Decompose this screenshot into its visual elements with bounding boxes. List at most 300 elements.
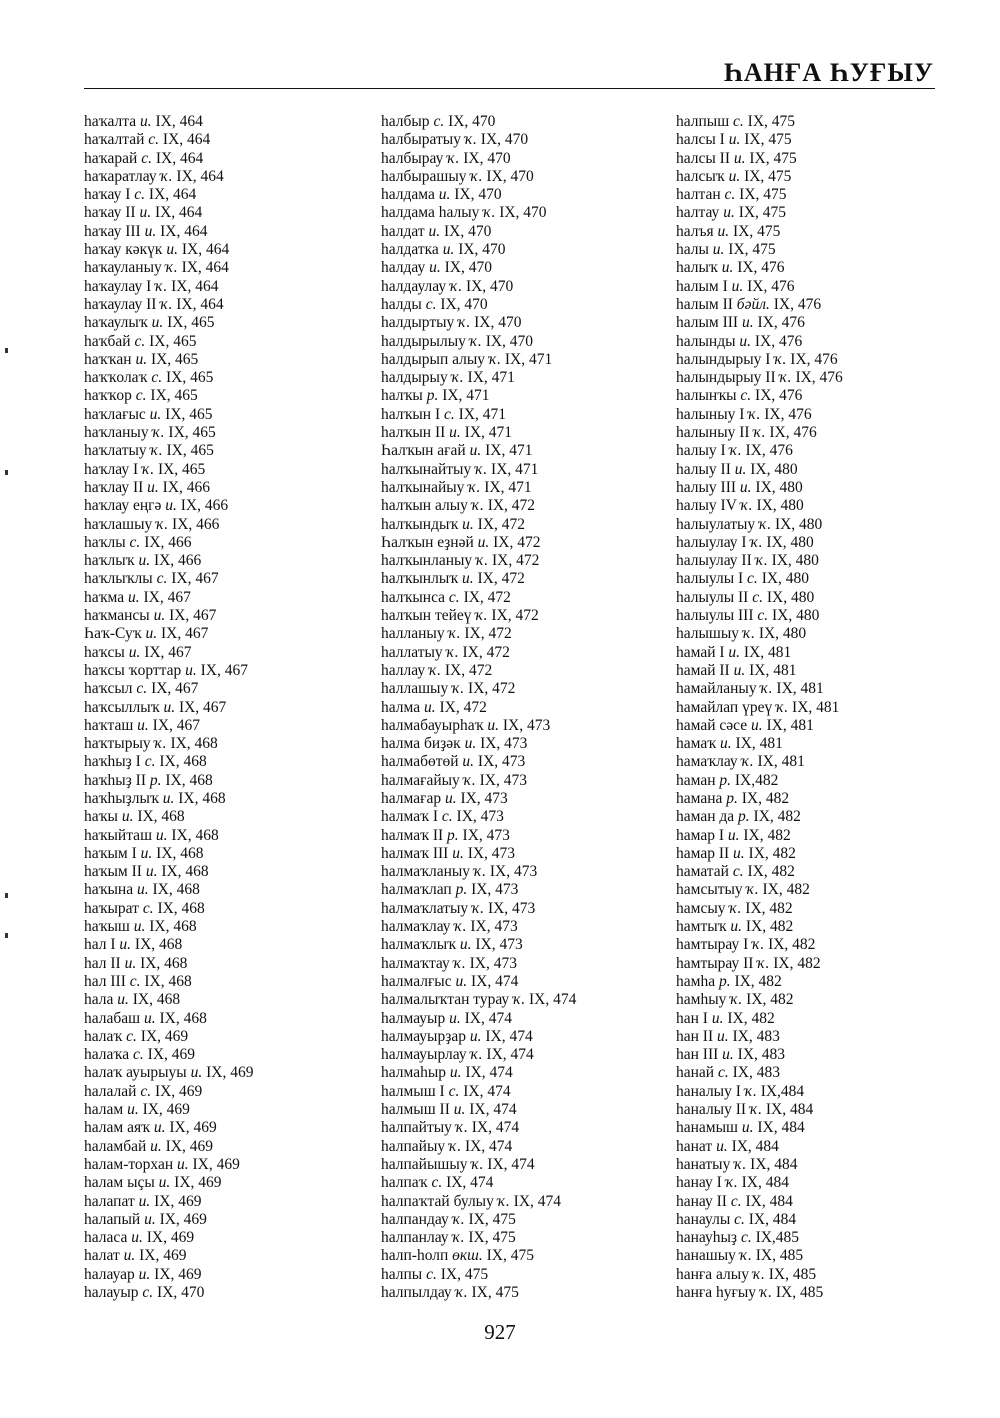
index-entry bbox=[676, 827, 966, 845]
entry-pos-abbr: с. bbox=[747, 570, 758, 588]
entry-pos-abbr: и. bbox=[177, 1155, 189, 1173]
index-entry bbox=[84, 150, 354, 168]
entry-pos-abbr: ҡ. bbox=[451, 369, 464, 387]
entry-pos-abbr: с. bbox=[144, 753, 156, 771]
entry-page-ref: IX, 485 bbox=[768, 1265, 817, 1283]
index-entry bbox=[676, 113, 966, 131]
index-entry bbox=[84, 607, 354, 625]
entry-page-ref: IX, 482 bbox=[745, 918, 794, 936]
entry-page-ref: IX, 466 bbox=[172, 515, 220, 533]
index-entry bbox=[84, 863, 354, 881]
index-entry bbox=[676, 241, 966, 259]
index-entry bbox=[381, 442, 671, 460]
entry-headword: һаҡҡолаҡ bbox=[84, 369, 148, 387]
entry-pos-abbr: и. bbox=[117, 991, 129, 1009]
index-entry bbox=[84, 534, 354, 552]
entry-headword: һаман bbox=[676, 771, 716, 789]
entry-page-ref: IX, 482 bbox=[743, 826, 791, 844]
entry-pos-abbr: и. bbox=[712, 241, 725, 259]
entry-headword: һаҡлашыу bbox=[84, 515, 153, 533]
entry-headword: һалам-торхан bbox=[84, 1155, 174, 1173]
entry-headword: һалмаҡтау bbox=[381, 954, 450, 972]
entry-page-ref: IX, 469 bbox=[146, 1229, 195, 1247]
entry-pos-abbr: ҡ. bbox=[475, 607, 488, 625]
entry-page-ref: IX, 480 bbox=[766, 588, 815, 606]
index-entry bbox=[84, 278, 354, 296]
entry-page-ref: IX, 475 bbox=[486, 1247, 534, 1265]
entry-pos-abbr: и. bbox=[150, 1137, 162, 1155]
index-entry bbox=[676, 1211, 966, 1229]
entry-page-ref: IX, 474 bbox=[471, 1119, 520, 1137]
entry-headword: һалам bbox=[84, 1101, 124, 1119]
entry-headword: һалым III bbox=[676, 314, 739, 332]
entry-headword: һамсытыу bbox=[676, 881, 743, 899]
entry-pos-abbr: ҡ. bbox=[753, 424, 766, 442]
entry-headword: һаҡау III bbox=[84, 222, 141, 240]
entry-pos-abbr: ҡ. bbox=[154, 735, 167, 753]
entry-page-ref: IX, 465 bbox=[150, 387, 198, 405]
entry-page-ref: IX, 468 bbox=[165, 771, 213, 789]
entry-page-ref: IX, 468 bbox=[156, 844, 204, 862]
entry-page-ref: IX,484 bbox=[760, 1082, 805, 1100]
entry-page-ref: IX, 482 bbox=[741, 789, 790, 807]
index-entry bbox=[381, 387, 671, 405]
entry-pos-abbr: ҡ. bbox=[468, 478, 481, 496]
entry-headword: һаналыу II bbox=[676, 1101, 747, 1119]
entry-page-ref: IX, 469 bbox=[159, 1210, 207, 1228]
entry-headword: һалдама һалыу bbox=[381, 204, 480, 222]
entry-page-ref: IX, 476 bbox=[745, 442, 793, 460]
entry-page-ref: IX, 474 bbox=[463, 1082, 511, 1100]
entry-headword: һаласа bbox=[84, 1229, 128, 1247]
entry-headword: һаллатыу bbox=[381, 643, 443, 661]
index-entry bbox=[676, 516, 966, 534]
entry-pos-abbr: ҡ. bbox=[463, 771, 476, 789]
entry-pos-abbr: ҡ. bbox=[449, 1137, 462, 1155]
index-entry bbox=[676, 406, 966, 424]
entry-headword: һалпайышыу bbox=[381, 1155, 468, 1173]
entry-headword: һалпаҡтай булыу bbox=[381, 1192, 494, 1210]
index-entry bbox=[676, 1156, 966, 1174]
index-entry bbox=[381, 1193, 671, 1211]
index-entry bbox=[84, 1266, 354, 1284]
entry-page-ref: IX,482 bbox=[734, 771, 779, 789]
entry-pos-abbr: ҡ. bbox=[729, 899, 742, 917]
entry-headword: һалҡын тейеү bbox=[381, 607, 472, 625]
entry-headword: һанға һуғыу bbox=[676, 1284, 757, 1301]
entry-pos-abbr: и. bbox=[158, 1174, 171, 1192]
entry-headword: һалалай bbox=[84, 1082, 137, 1100]
entry-pos-abbr: и. bbox=[438, 186, 451, 204]
entry-page-ref: IX, 464 bbox=[181, 241, 230, 259]
entry-page-ref: IX, 470 bbox=[486, 167, 534, 185]
entry-pos-abbr: ҡ. bbox=[155, 277, 168, 295]
index-entry bbox=[381, 1119, 671, 1137]
entry-pos-abbr: и. bbox=[722, 1046, 734, 1064]
entry-pos-abbr: и. bbox=[429, 259, 441, 277]
entry-headword: һаҡалта bbox=[84, 113, 137, 130]
entry-headword: һалланыу bbox=[381, 625, 445, 643]
entry-page-ref: IX, 468 bbox=[149, 918, 197, 936]
entry-headword: һалдырып алыу bbox=[381, 350, 486, 368]
entry-pos-abbr: р. bbox=[426, 387, 439, 405]
entry-page-ref: IX, 466 bbox=[180, 497, 229, 515]
entry-headword: һаллашыу bbox=[381, 680, 449, 698]
index-entry bbox=[84, 717, 354, 735]
entry-page-ref: IX, 472 bbox=[462, 643, 510, 661]
entry-pos-abbr: и. bbox=[728, 167, 741, 185]
entry-page-ref: IX, 482 bbox=[727, 1009, 775, 1027]
entry-page-ref: IX, 474 bbox=[465, 1064, 513, 1082]
entry-pos-abbr: өкш. bbox=[452, 1247, 483, 1265]
entry-headword: һанға алыу bbox=[676, 1265, 749, 1283]
entry-pos-abbr: и. bbox=[733, 844, 745, 862]
entry-headword: һалҡынса bbox=[381, 588, 446, 606]
entry-pos-abbr: и. bbox=[459, 936, 472, 954]
index-entry bbox=[676, 570, 966, 588]
entry-pos-abbr: ҡ. bbox=[452, 1210, 465, 1228]
index-entry bbox=[381, 223, 671, 241]
entry-headword: һалынды bbox=[676, 332, 736, 350]
index-entry bbox=[84, 204, 354, 222]
index-entry bbox=[84, 570, 354, 588]
entry-headword: һалыныу I bbox=[676, 405, 745, 423]
entry-page-ref: IX, 475 bbox=[733, 222, 781, 240]
entry-page-ref: IX, 465 bbox=[167, 314, 215, 332]
entry-pos-abbr: и. bbox=[721, 259, 734, 277]
entry-page-ref: IX, 470 bbox=[499, 204, 547, 222]
entry-headword: һанау I bbox=[676, 1174, 722, 1192]
entry-headword: һалдат bbox=[381, 222, 425, 240]
index-entry bbox=[381, 790, 671, 808]
index-entry bbox=[676, 351, 966, 369]
entry-headword: һамана bbox=[676, 789, 723, 807]
entry-page-ref: IX, 468 bbox=[152, 881, 200, 899]
entry-headword: һалҡын I bbox=[381, 405, 441, 423]
entry-pos-abbr: ҡ. bbox=[455, 1284, 468, 1301]
entry-pos-abbr: ҡ. bbox=[755, 552, 768, 570]
entry-pos-abbr: с. bbox=[142, 899, 154, 917]
index-entry bbox=[84, 662, 354, 680]
index-entry bbox=[84, 113, 354, 131]
index-entry bbox=[381, 259, 671, 277]
entry-pos-abbr: и. bbox=[128, 643, 141, 661]
entry-pos-abbr: и. bbox=[137, 716, 149, 734]
entry-headword: һаллау bbox=[381, 661, 426, 679]
entry-page-ref: IX, 469 bbox=[154, 1082, 203, 1100]
index-entry bbox=[676, 1284, 966, 1302]
entry-pos-abbr: р. bbox=[447, 826, 459, 844]
index-entry bbox=[676, 1101, 966, 1119]
entry-pos-abbr: ҡ. bbox=[750, 533, 763, 551]
entry-headword: һаҡым I bbox=[84, 844, 137, 862]
entry-pos-abbr: и. bbox=[163, 698, 176, 716]
entry-pos-abbr: с. bbox=[433, 113, 445, 130]
entry-pos-abbr: и. bbox=[730, 918, 743, 936]
entry-headword: һалҡы bbox=[381, 387, 423, 405]
index-entry bbox=[84, 314, 354, 332]
entry-pos-abbr: р. bbox=[149, 771, 162, 789]
entry-headword: һалыу IV bbox=[676, 497, 737, 515]
entry-headword: һалдырыу bbox=[381, 369, 448, 387]
entry-page-ref: IX, 482 bbox=[768, 936, 816, 954]
entry-pos-abbr: с. bbox=[444, 405, 455, 423]
entry-page-ref: IX, 467 bbox=[160, 625, 209, 643]
entry-headword: һамар II bbox=[676, 844, 730, 862]
entry-headword: һаҡау I bbox=[84, 186, 131, 204]
entry-headword: һаҡау кәкүк bbox=[84, 241, 163, 259]
entry-page-ref: IX, 469 bbox=[140, 1027, 189, 1045]
entry-page-ref: IX, 467 bbox=[151, 680, 199, 698]
entry-page-ref: IX, 468 bbox=[171, 826, 219, 844]
entry-page-ref: IX, 473 bbox=[489, 863, 538, 881]
entry-pos-abbr: ҡ. bbox=[752, 936, 765, 954]
entry-headword: һалпылдау bbox=[381, 1284, 452, 1301]
entry-pos-abbr: р. bbox=[718, 972, 731, 990]
entry-headword: һалмаҡланыу bbox=[381, 863, 471, 881]
entry-headword: һалдыртыу bbox=[381, 314, 455, 332]
entry-page-ref: IX, 468 bbox=[140, 954, 188, 972]
entry-headword: һалыулы III bbox=[676, 607, 754, 625]
entry-page-ref: IX, 481 bbox=[792, 698, 840, 716]
entry-headword: һамайланыу bbox=[676, 680, 757, 698]
entry-headword: һалыулау II bbox=[676, 552, 752, 570]
index-entry bbox=[381, 186, 671, 204]
entry-pos-abbr: ҡ. bbox=[160, 167, 173, 185]
index-entry bbox=[381, 1028, 671, 1046]
entry-headword: һан III bbox=[676, 1046, 719, 1064]
entry-pos-abbr: ҡ. bbox=[458, 314, 471, 332]
index-entry bbox=[381, 534, 671, 552]
entry-pos-abbr: ҡ. bbox=[730, 991, 743, 1009]
entry-page-ref: IX, 464 bbox=[176, 295, 224, 313]
entry-headword: һаҡтырыу bbox=[84, 735, 151, 753]
entry-pos-abbr: с. bbox=[752, 588, 763, 606]
entry-headword: һалым II bbox=[676, 295, 733, 313]
index-entry bbox=[381, 827, 671, 845]
page-header-title: ҺАНҒА ҺУҒЫУ bbox=[723, 58, 934, 87]
entry-page-ref: IX, 466 bbox=[162, 478, 211, 496]
entry-page-ref: IX, 474 bbox=[485, 1027, 533, 1045]
entry-pos-abbr: с. bbox=[426, 1265, 437, 1283]
index-entry bbox=[676, 1138, 966, 1156]
entry-page-ref: IX, 469 bbox=[139, 1247, 187, 1265]
entry-page-ref: IX, 484 bbox=[757, 1119, 805, 1137]
entry-page-ref: IX, 482 bbox=[753, 808, 801, 826]
index-entry bbox=[676, 881, 966, 899]
entry-page-ref: IX, 468 bbox=[137, 808, 185, 826]
entry-pos-abbr: и. bbox=[717, 222, 730, 240]
entry-headword: һалды bbox=[381, 295, 422, 313]
index-entry bbox=[84, 1083, 354, 1101]
entry-pos-abbr: и. bbox=[711, 1009, 724, 1027]
entry-page-ref: IX, 469 bbox=[154, 1192, 202, 1210]
entry-headword: һаҡсыллыҡ bbox=[84, 698, 160, 716]
entry-page-ref: IX, 475 bbox=[744, 167, 792, 185]
index-entry bbox=[84, 790, 354, 808]
entry-headword: һалыу II bbox=[676, 460, 731, 478]
index-entry bbox=[381, 918, 671, 936]
entry-pos-abbr: ҡ. bbox=[464, 131, 477, 149]
index-entry bbox=[381, 406, 671, 424]
entry-headword: һаҡауланыу bbox=[84, 259, 162, 277]
entry-headword: һалбыр bbox=[381, 113, 430, 130]
index-entry bbox=[676, 387, 966, 405]
entry-pos-abbr: ҡ. bbox=[483, 204, 496, 222]
entry-pos-abbr: и. bbox=[428, 222, 441, 240]
index-entry bbox=[676, 131, 966, 149]
entry-headword: һалҡын алыу bbox=[381, 497, 468, 515]
index-entry bbox=[381, 333, 671, 351]
entry-page-ref: IX, 464 bbox=[171, 277, 219, 295]
entry-pos-abbr: и. bbox=[121, 808, 134, 826]
index-entry bbox=[676, 223, 966, 241]
index-entry bbox=[381, 1211, 671, 1229]
index-entry bbox=[84, 644, 354, 662]
entry-page-ref: IX, 480 bbox=[774, 515, 823, 533]
entry-page-ref: IX, 472 bbox=[463, 588, 511, 606]
entry-headword: һаҡлатыу bbox=[84, 442, 147, 460]
entry-headword: һалбыратыу bbox=[381, 131, 461, 149]
index-entry bbox=[676, 607, 966, 625]
entry-pos-abbr: ҡ. bbox=[779, 369, 792, 387]
entry-page-ref: IX, 469 bbox=[142, 1101, 190, 1119]
entry-pos-abbr: с. bbox=[448, 1082, 460, 1100]
entry-headword: һалыу I bbox=[676, 442, 726, 460]
entry-pos-abbr: ҡ. bbox=[739, 1247, 752, 1265]
entry-headword: һаламбай bbox=[84, 1137, 147, 1155]
entry-pos-abbr: ҡ. bbox=[475, 460, 488, 478]
entry-page-ref: IX, 472 bbox=[477, 515, 526, 533]
entry-pos-abbr: с. bbox=[730, 1192, 742, 1210]
entry-pos-abbr: с. bbox=[134, 186, 146, 204]
entry-headword: һаҡма bbox=[84, 588, 125, 606]
entry-pos-abbr: и. bbox=[449, 1009, 461, 1027]
index-entry bbox=[676, 991, 966, 1009]
entry-pos-abbr: ҡ. bbox=[760, 680, 773, 698]
entry-pos-abbr: ҡ. bbox=[448, 625, 461, 643]
entry-pos-abbr: ҡ. bbox=[746, 881, 759, 899]
entry-page-ref: IX, 485 bbox=[775, 1284, 824, 1301]
entry-headword: һалы bbox=[676, 241, 709, 259]
index-entry bbox=[84, 1101, 354, 1119]
entry-page-ref: IX, 470 bbox=[440, 295, 488, 313]
index-entry bbox=[381, 1284, 671, 1302]
entry-headword: һаҡарай bbox=[84, 149, 138, 167]
index-entry bbox=[381, 625, 671, 643]
index-entry bbox=[381, 131, 671, 149]
index-entry bbox=[381, 680, 671, 698]
entry-page-ref: IX, 472 bbox=[491, 552, 540, 570]
entry-page-ref: IX, 464 bbox=[160, 222, 208, 240]
entry-headword: һаҡыш bbox=[84, 918, 130, 936]
entry-pos-abbr: и. bbox=[151, 314, 164, 332]
entry-pos-abbr: ҡ. bbox=[152, 424, 165, 442]
index-entry bbox=[381, 991, 671, 1009]
entry-page-ref: IX, 480 bbox=[771, 552, 819, 570]
entry-page-ref: IX, 466 bbox=[153, 552, 202, 570]
index-entry bbox=[381, 516, 671, 534]
entry-headword: һалҡынайыу bbox=[381, 478, 465, 496]
entry-pos-abbr: и. bbox=[138, 1192, 151, 1210]
entry-headword: һалам ыҫы bbox=[84, 1174, 155, 1192]
index-entry bbox=[676, 1083, 966, 1101]
index-entry bbox=[676, 1028, 966, 1046]
entry-pos-abbr: и. bbox=[139, 204, 152, 222]
entry-headword: Һаҡ-Суҡ bbox=[84, 625, 142, 643]
index-entry bbox=[676, 534, 966, 552]
index-entry bbox=[381, 369, 671, 387]
entry-headword: һаҡташ bbox=[84, 716, 134, 734]
index-entry bbox=[381, 278, 671, 296]
entry-headword: һалапый bbox=[84, 1210, 141, 1228]
entry-page-ref: IX, 468 bbox=[161, 863, 209, 881]
index-entry bbox=[84, 461, 354, 479]
entry-page-ref: IX, 473 bbox=[502, 716, 551, 734]
index-entry bbox=[84, 259, 354, 277]
index-entry bbox=[676, 900, 966, 918]
index-entry bbox=[676, 936, 966, 954]
entry-pos-abbr: и. bbox=[442, 241, 455, 259]
entry-page-ref: IX, 481 bbox=[766, 716, 814, 734]
entry-page-ref: IX, 464 bbox=[162, 131, 211, 149]
entry-headword: һаҡалтай bbox=[84, 131, 145, 149]
index-entry bbox=[381, 955, 671, 973]
entry-pos-abbr: и. bbox=[185, 661, 197, 679]
entry-page-ref: IX, 474 bbox=[464, 1009, 512, 1027]
entry-pos-abbr: и. bbox=[452, 844, 464, 862]
entry-page-ref: IX, 471 bbox=[464, 424, 513, 442]
index-entry bbox=[381, 900, 671, 918]
entry-headword: һалмабауырһаҡ bbox=[381, 716, 484, 734]
index-entry bbox=[381, 845, 671, 863]
index-entry bbox=[676, 1193, 966, 1211]
entry-page-ref: IX, 482 bbox=[773, 954, 821, 972]
entry-headword: һаматай bbox=[676, 863, 729, 881]
entry-page-ref: IX, 467 bbox=[200, 661, 248, 679]
entry-headword: һалыҡ bbox=[676, 259, 718, 277]
entry-page-ref: IX, 476 bbox=[755, 387, 803, 405]
index-entry bbox=[381, 881, 671, 899]
entry-headword: һалмалғыс bbox=[381, 972, 452, 990]
entry-page-ref: IX, 471 bbox=[504, 350, 553, 368]
index-entry bbox=[381, 662, 671, 680]
entry-pos-abbr: и. bbox=[138, 1265, 151, 1283]
entry-headword: һалҡынлыҡ bbox=[381, 570, 459, 588]
entry-headword: һалҡынайтыу bbox=[381, 460, 472, 478]
index-entry bbox=[381, 1229, 671, 1247]
entry-headword: һаҡлау II bbox=[84, 478, 144, 496]
index-entry bbox=[676, 790, 966, 808]
index-entry bbox=[381, 699, 671, 717]
entry-pos-abbr: и. bbox=[144, 222, 157, 240]
entry-pos-abbr: и. bbox=[145, 625, 158, 643]
entry-headword: һан I bbox=[676, 1009, 708, 1027]
entry-page-ref: IX, 468 bbox=[159, 753, 207, 771]
index-entry bbox=[84, 1247, 354, 1265]
index-entry bbox=[84, 186, 354, 204]
entry-page-ref: IX, 466 bbox=[144, 533, 192, 551]
index-entry bbox=[676, 735, 966, 753]
entry-pos-abbr: и. bbox=[727, 826, 740, 844]
index-entry bbox=[84, 1156, 354, 1174]
entry-headword: һаҡым II bbox=[84, 863, 142, 881]
entry-headword: һаҡһыҙлыҡ bbox=[84, 789, 159, 807]
entry-pos-abbr: с. bbox=[740, 387, 752, 405]
index-entry bbox=[676, 717, 966, 735]
entry-pos-abbr: с. bbox=[431, 1174, 443, 1192]
entry-pos-abbr: ҡ. bbox=[759, 515, 772, 533]
